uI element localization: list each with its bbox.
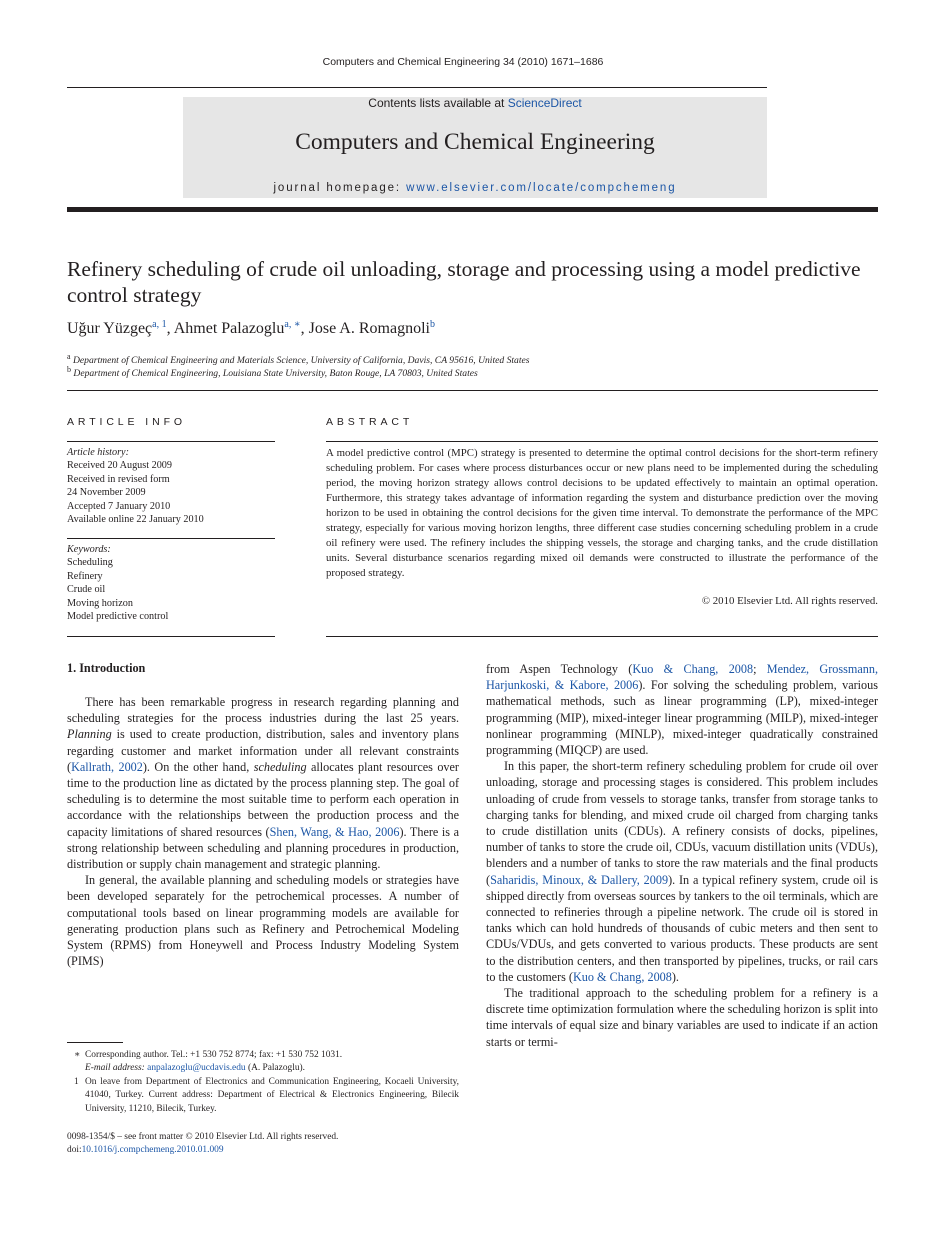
front-matter: [67, 1131, 459, 1158]
paragraph: [486, 758, 878, 985]
author: Jose A. Romagnoli: [308, 320, 430, 337]
journal-name: Computers and Chemical Engineering: [295, 129, 655, 155]
author-affil-mark[interactable]: a, ∗: [284, 319, 301, 330]
abstract-bottom-rule: [326, 636, 878, 637]
doi-line: [67, 1144, 459, 1157]
article-info-heading: ARTICLE INFO: [67, 416, 186, 428]
affiliation: [67, 365, 478, 379]
affiliation-rule: [67, 390, 878, 391]
keywords-label: Keywords:: [67, 544, 111, 555]
citation-link[interactable]: Saharidis, Minoux, & Dallery, 2009: [490, 872, 669, 887]
text-run: ).: [671, 969, 679, 984]
citation-link[interactable]: Mendez, Grossmann, Harjunkoski, & Kabore, 2006: [486, 662, 878, 693]
contents-line: [183, 96, 767, 110]
header-thick-rule: [67, 207, 878, 212]
keywords: [67, 543, 275, 623]
text-run: ). In a typical refinery system, crude oil is shipped directly from overseas sources by tankers to the oil terminals, which are connected to refineries through a pipeline network. The crude oil is stored in tanks which can hold hundreds of thousands of cubic meters and then sent to CDUs/VDUs, and gets converted to various products. These products are sent to the distribution centers, and then transported by pipelines, trucks, or rail cars to the customers (: [486, 872, 878, 984]
keyword: Model predictive control: [67, 611, 169, 623]
doi-link[interactable]: 10.1016/j.compchemeng.2010.01.009: [81, 1145, 224, 1156]
text-run: is used to create production, distribution, sales and inventory plans regarding customer and market information under all relevant constraints (: [67, 727, 459, 774]
text-run: ;: [753, 662, 767, 676]
abstract-copyright: © 2010 Elsevier Ltd. All rights reserved.: [701, 595, 878, 607]
homepage-link[interactable]: www.elsevier.com/locate/compchemeng: [406, 182, 677, 194]
doi-prefix: doi:: [67, 1145, 82, 1156]
paragraph: [486, 661, 878, 758]
text-run: In this paper, the short-term refinery scheduling problem for crude oil over unloading, storage and processing stages is considered. This problem includes unloading of crude from vessels to storage tanks, transfer from storage tanks to charging tanks for blending, and mixed crude oil charged from charging tanks to crude distillation units (CDUs). A refinery consists of docks, pipelines, number of tanks to store the crude oil, CDUs, vacuum distillation units (VDUs), blenders and a number of tanks to store the raw materials and the final products (: [486, 759, 878, 887]
issn-line: 0098-1354/$ – see front matter © 2010 Elsevier Ltd. All rights reserved.: [67, 1132, 339, 1142]
email-label: E-mail address:: [85, 1063, 145, 1074]
text-run: from Aspen Technology (: [486, 662, 633, 676]
affiliation-text: Department of Chemical Engineering, Louisiana State University, Baton Rouge, LA 70803, United States: [73, 368, 478, 380]
footnote-corresponding: [67, 1049, 459, 1062]
abstract-rule: [326, 441, 878, 442]
journal-homepage: [183, 182, 767, 194]
article-info-bottom-rule: [67, 636, 275, 637]
author-separator: ,: [300, 320, 309, 337]
homepage-prefix: journal homepage:: [273, 182, 407, 194]
paragraph: The traditional approach to the scheduling problem for a refinery is a discrete time optimization formulation where the scheduling horizon is split into time intervals of equal size and binary variables are used to indicate if an action starts or termi-: [486, 986, 878, 1049]
footnote-mark: ∗: [74, 1050, 81, 1060]
body-column-left: [67, 694, 459, 969]
email-link[interactable]: anpalazoglu@ucdavis.edu: [147, 1063, 246, 1074]
paragraph: [67, 694, 459, 872]
footnotes: [67, 1049, 459, 1116]
article-info-rule: [67, 441, 275, 442]
header-rule: [67, 87, 767, 88]
history-item: Received 20 August 2009: [67, 460, 172, 472]
history-item: Received in revised form: [67, 473, 170, 485]
abstract-text: A model predictive control (MPC) strategy is presented to determine the optimal control decisions for the short-term refinery scheduling problem. For cases where process disturbances occur or new plans need to be implemented during the scheduling period, the moving horizon strategy allows control decisions to be updated effectively to maintain an optimal operation. Furthermore, this strategy takes advantage of information regarding the system and disturbance prediction over the moving horizon to be used in obtaining the control decisions for the given time interval. To demonstrate the performance of the MPC strategy, especially for various moving horizon lengths, three different case studies concerning scheduling problem in a crude oil refinery were used. The refinery includes the shipping vessels, the storage and charging tanks, and the crude distillation units. Several disturbance scenarios regarding mixed oil demands were constructed to illustrate the performance of the proposed strategy.: [326, 447, 878, 579]
footnote-rule: [67, 1042, 123, 1043]
history-label: Article history:: [67, 447, 129, 458]
text-run: There has been remarkable progress in research regarding planning and scheduling strategies for the process industries during the last 25 years.: [67, 695, 459, 726]
article-title: Refinery scheduling of crude oil unloading, storage and processing using a model predictive control strategy: [67, 257, 861, 307]
abstract-heading: ABSTRACT: [326, 416, 414, 428]
author: Ahmet Palazoglu: [173, 320, 285, 337]
email-suffix: (A. Palazoglu).: [245, 1063, 305, 1074]
citation-link[interactable]: Kuo & Chang, 2008: [632, 662, 754, 676]
contents-prefix: Contents lists available at: [368, 96, 508, 110]
history-item: 24 November 2009: [67, 487, 146, 499]
affiliation-text: Department of Chemical Engineering and Materials Science, University of California, Davis, CA 95616, United States: [72, 355, 530, 367]
history-item: Available online 22 January 2010: [67, 514, 204, 526]
running-head: Computers and Chemical Engineering 34 (2010) 1671–1686: [322, 56, 604, 68]
article-history: [67, 446, 275, 526]
author: Uğur Yüzgeç: [67, 320, 153, 337]
footnote-1: [67, 1076, 459, 1116]
history-item: Accepted 7 January 2010: [67, 500, 171, 512]
keyword: Moving horizon: [67, 597, 133, 609]
emphasis: scheduling: [253, 759, 307, 774]
citation-link[interactable]: Kallrath, 2002: [71, 759, 143, 774]
emphasis: Planning: [67, 727, 112, 742]
citation-link[interactable]: Shen, Wang, & Hao, 2006: [269, 824, 400, 839]
footnote-text: Corresponding author. Tel.: +1 530 752 8774; fax: +1 530 752 1031.: [85, 1050, 343, 1060]
keyword: Scheduling: [67, 557, 113, 569]
section-heading: 1. Introduction: [67, 661, 146, 675]
text-run: ). On the other hand,: [142, 759, 254, 774]
citation-link[interactable]: Kuo & Chang, 2008: [573, 969, 672, 984]
author-separator: ,: [166, 320, 174, 337]
sciencedirect-link[interactable]: ScienceDirect: [507, 96, 582, 110]
affiliation-mark: a: [67, 352, 71, 361]
paragraph: In general, the available planning and scheduling models or strategies have been developed separately for the petrochemical processes. A number of computational tools based on linear programming models are available for generating production plans such as Refinery and Petrochemical Modeling System (RPMS) from Honeywell and Process Industry Modeling System (PIMS): [67, 873, 459, 969]
keywords-rule: [67, 538, 275, 539]
text-run: ). There is a strong relationship between scheduling and planning procedures in production, distribution or supply chain management and strategic planning.: [67, 824, 459, 872]
affiliation-mark: b: [67, 365, 71, 374]
footnote-mark: 1: [74, 1076, 79, 1087]
body-column-right: [486, 661, 878, 1050]
keyword: Refinery: [67, 570, 103, 582]
footnote-text: On leave from Department of Electronics and Communication Engineering, Kocaeli University, 41040, Turkey. Current address: Department of Electrical & Electronics Engineering, Bilecik University, 11210, Bilecik, Turkey.: [85, 1076, 459, 1114]
text-run: ). For solving the scheduling problem, various mathematical methods, such as linear programming (LP), mixed-integer programming (MIP), mixed-integer linear programming (MILP), mixed-integer nonlinear programming (MINLP), mixed-integer quadratically constrained programming (MIQCP) are used.: [486, 678, 878, 758]
author-affil-mark[interactable]: b: [429, 319, 435, 330]
keyword: Crude oil: [67, 584, 106, 596]
footnote-email: [67, 1062, 459, 1075]
author-affil-mark[interactable]: a, 1: [152, 319, 167, 330]
text-run: allocates plant resources over time to the production line as dictated by the process planning step. The goal of scheduling is to determine the most suitable time to perform each operation in accordance with the relationships between the production process and the capacity limitations of shared resources (: [67, 759, 459, 839]
author-list: [67, 319, 435, 338]
